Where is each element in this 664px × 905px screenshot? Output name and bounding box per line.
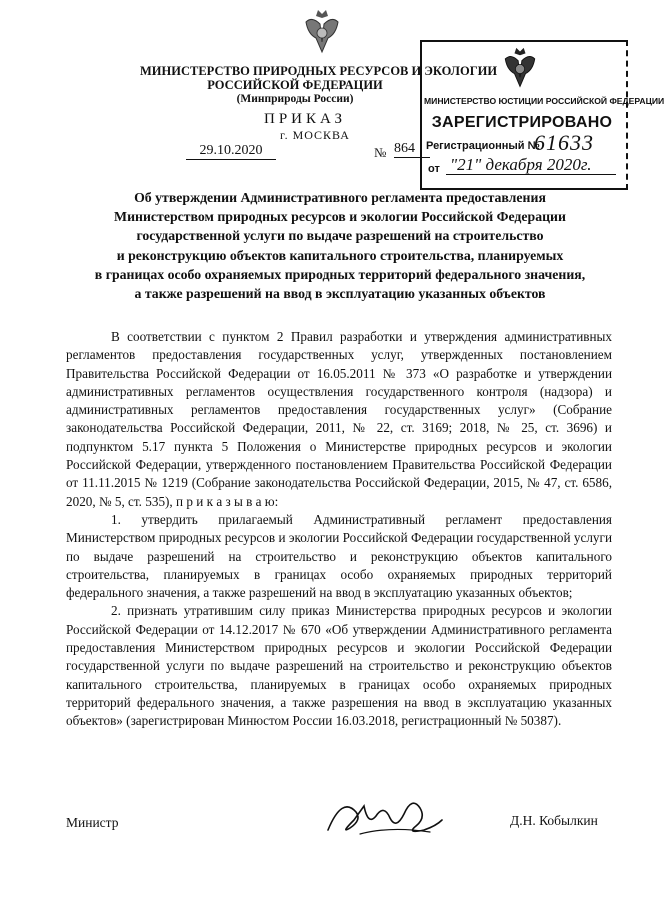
ministry-name — [140, 64, 498, 106]
signer-name: Д.Н. Кобылкин — [510, 813, 598, 828]
title-line: а также разрешений на ввод в эксплуатацию указанных объектов — [134, 286, 546, 302]
stamp-date: "21" декабря 2020г. — [450, 155, 592, 174]
document-title — [60, 188, 620, 303]
stamp-organization: МИНИСТЕРСТВО ЮСТИЦИИ РОССИЙСКОЙ ФЕДЕРАЦИИ — [424, 96, 664, 106]
title-line: и реконструкцию объектов капитального строительства, планируемых — [116, 247, 564, 263]
stamp-reg-label: Регистрационный № — [426, 140, 540, 152]
order-number: 864 — [394, 141, 430, 158]
intro-paragraph: В соответствии с пунктом 2 Правил разработки и утверждения административных регламентов предоставления государственных услуг, утвержденных постановлением Правительства Российской Федерации от 16.05.2011 № 373 «О разработке и утверждении административных регламентов осуществления государственного контроля (надзора) и административных регламентов предоставления государственных услуг» (Собрание законодательства Российской Федерации, 2011, № 22, ст. 3169; 2018, № 25, ст. 3696) и подпунктом 5.17 пункта 5 Положения о Министерстве природных ресурсов и экологии Российской Федерации, утвержденного постановлением Правительства Российской Федерации от 11.11.2015 № 1219 (Собрание законодательства Российской Федерации, 2015, № 47, ст. 6586, 2020, № 5, ст. 535), п р и к а з ы в а ю: — [66, 329, 612, 509]
document-body — [66, 328, 612, 731]
coat-of-arms-icon — [302, 8, 342, 58]
title-line: Министерством природных ресурсов и экологии Российской Федерации — [114, 209, 566, 225]
ministry-short-name: (Минприроды России) — [236, 93, 354, 105]
item-1-paragraph: 1. утвердить прилагаемый Административный регламент предоставления Министерством природных ресурсов и экологии Российской Федерации государственной услуги по выдаче разрешений на строительство и реконструкцию объектов капитального строительства, планируемых в границах особо охраняемых природных территорий федерального значения, а также разрешений на ввод в эксплуатацию указанных объектов; — [66, 511, 612, 601]
stamp-date-underline — [446, 174, 616, 175]
city: г. МОСКВА — [280, 128, 350, 142]
signer-position: Министр — [66, 815, 119, 830]
title-line: Об утверждении Административного регламента предоставления — [134, 190, 546, 205]
stamp-date-label: от — [428, 163, 440, 175]
stamp-title: ЗАРЕГИСТРИРОВАНО — [431, 114, 613, 131]
item-2-paragraph: 2. признать утратившим силу приказ Министерства природных ресурсов и экологии Российской Федерации от 14.12.2017 № 670 «Об утверждении Административного регламента предоставления Министерством природных ресурсов и экологии Российской Федерации государственной услуги по выдаче разрешений на строительство и реконструкцию объектов капитального строительства, планируемых в границах особо охраняемых природных территорий федерального значения, а также разрешения на ввод в эксплуатацию указанных объектов» (зарегистрирован Минюстом России 16.03.2018, регистрационный № 50387). — [66, 603, 612, 729]
signature-icon — [320, 790, 450, 842]
ministry-line-2: РОССИЙСКОЙ ФЕДЕРАЦИИ — [207, 78, 383, 92]
order-number-label: № — [374, 145, 387, 160]
stamp-coat-of-arms-icon — [501, 46, 539, 92]
document-type: ПРИКАЗ — [264, 111, 346, 127]
title-line: государственной услуги по выдаче разрешений на строительство — [136, 228, 544, 244]
order-date: 29.10.2020 — [186, 143, 276, 160]
stamp-reg-number: 61633 — [534, 130, 594, 155]
ministry-line-1: МИНИСТЕРСТВО ПРИРОДНЫХ РЕСУРСОВ И ЭКОЛОГИИ — [140, 64, 498, 78]
title-line: в границах особо охраняемых природных территорий федерального значения, — [94, 266, 586, 282]
